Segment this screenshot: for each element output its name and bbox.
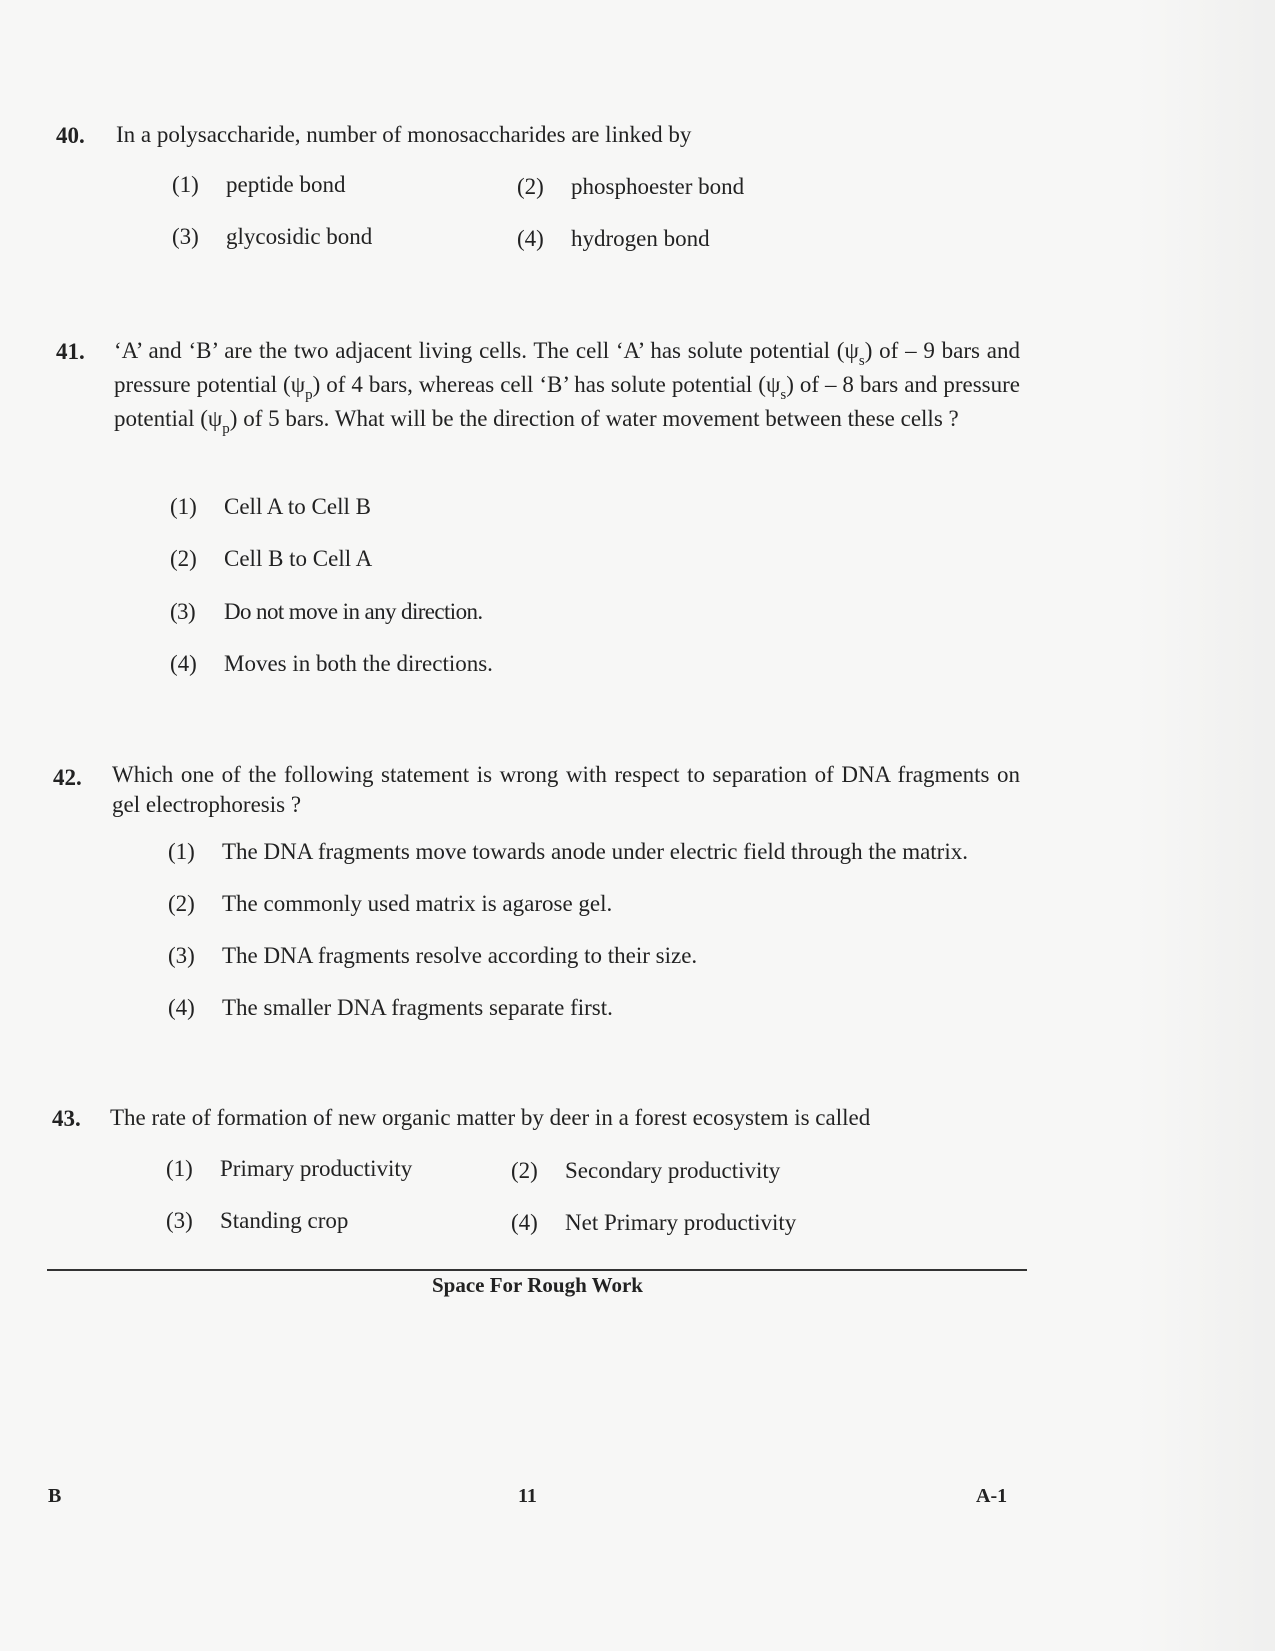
option-2[interactable] bbox=[170, 546, 372, 572]
footer-paper-code: A-1 bbox=[976, 1485, 1008, 1507]
option-2[interactable] bbox=[517, 174, 744, 200]
option-number: (1) bbox=[166, 1156, 193, 1181]
option-number: (1) bbox=[168, 839, 195, 864]
question-number: 40. bbox=[56, 123, 85, 148]
option-text: glycosidic bond bbox=[226, 224, 373, 249]
footer-page-number: 11 bbox=[518, 1485, 537, 1507]
option-number: (3) bbox=[172, 224, 199, 249]
rough-work-divider bbox=[47, 1269, 1027, 1271]
option-text: Cell B to Cell A bbox=[224, 546, 373, 571]
option-4[interactable] bbox=[168, 995, 613, 1021]
option-2[interactable] bbox=[168, 891, 612, 917]
option-text: phosphoester bond bbox=[571, 174, 745, 199]
option-1[interactable] bbox=[172, 172, 345, 198]
option-number: (2) bbox=[168, 891, 195, 916]
option-4[interactable] bbox=[517, 226, 710, 252]
option-text: Cell A to Cell B bbox=[224, 494, 371, 519]
option-1[interactable] bbox=[170, 494, 371, 520]
option-text: The DNA fragments resolve according to their size. bbox=[222, 943, 698, 968]
option-4[interactable] bbox=[170, 651, 493, 677]
question-number: 42. bbox=[53, 765, 82, 790]
question-number: 43. bbox=[52, 1106, 81, 1131]
option-text: The smaller DNA fragments separate first. bbox=[222, 995, 613, 1020]
option-text: Primary productivity bbox=[220, 1156, 413, 1181]
option-text: Standing crop bbox=[220, 1208, 349, 1233]
question-text: Which one of the following statement is wrong with respect to separation of DNA fragments on gel electrophoresis ? bbox=[112, 762, 1020, 817]
option-text: Secondary productivity bbox=[565, 1158, 781, 1183]
option-text: Net Primary productivity bbox=[565, 1210, 797, 1235]
option-number: (4) bbox=[517, 226, 544, 251]
option-number: (3) bbox=[170, 599, 196, 624]
option-text: The DNA fragments move towards anode under electric field through the matrix. bbox=[222, 839, 968, 864]
option-number: (4) bbox=[170, 651, 197, 676]
option-2[interactable] bbox=[511, 1158, 780, 1184]
rough-work-heading: Space For Rough Work bbox=[431, 1273, 643, 1297]
option-1[interactable] bbox=[166, 1156, 412, 1182]
question-text: ‘A’ and ‘B’ are the two adjacent living cells. The cell ‘A’ has solute potential $(\psi_s)$ of – 9 bars and pressure potential $(\psi_p)$ of 4 bars, whereas cell ‘B’ has solute potential $(\psi_s)$ of – 8 bars and pressure potential $(\psi_p)$ of 5 bars. What will be the direction of water movement between these cells ? bbox=[114, 338, 1021, 437]
option-3[interactable] bbox=[166, 1208, 348, 1234]
option-text: hydrogen bond bbox=[571, 226, 710, 251]
option-3[interactable] bbox=[170, 599, 483, 625]
question-text: In a polysaccharide, number of monosaccharides are linked by bbox=[116, 122, 692, 147]
option-1[interactable] bbox=[168, 839, 968, 865]
option-number: (1) bbox=[172, 172, 199, 197]
option-number: (2) bbox=[511, 1158, 538, 1183]
option-4[interactable] bbox=[511, 1210, 796, 1236]
option-text: Moves in both the directions. bbox=[224, 651, 493, 676]
question-number: 41. bbox=[56, 339, 85, 364]
option-3[interactable] bbox=[168, 943, 697, 969]
option-number: (3) bbox=[168, 943, 195, 968]
option-number: (2) bbox=[170, 546, 197, 571]
option-number: (3) bbox=[166, 1208, 193, 1233]
scan-edge-shading bbox=[1135, 0, 1275, 1651]
option-number: (1) bbox=[170, 494, 197, 519]
option-number: (2) bbox=[517, 174, 544, 199]
footer-series-code: B bbox=[48, 1485, 62, 1507]
option-number: (4) bbox=[511, 1210, 538, 1235]
option-text: The commonly used matrix is agarose gel. bbox=[222, 891, 613, 916]
option-3[interactable] bbox=[172, 224, 372, 250]
option-text: Do not move in any direction. bbox=[224, 599, 483, 624]
option-number: (4) bbox=[168, 995, 195, 1020]
option-text: peptide bond bbox=[226, 172, 346, 197]
question-text: The rate of formation of new organic matter by deer in a forest ecosystem is called bbox=[110, 1105, 871, 1130]
